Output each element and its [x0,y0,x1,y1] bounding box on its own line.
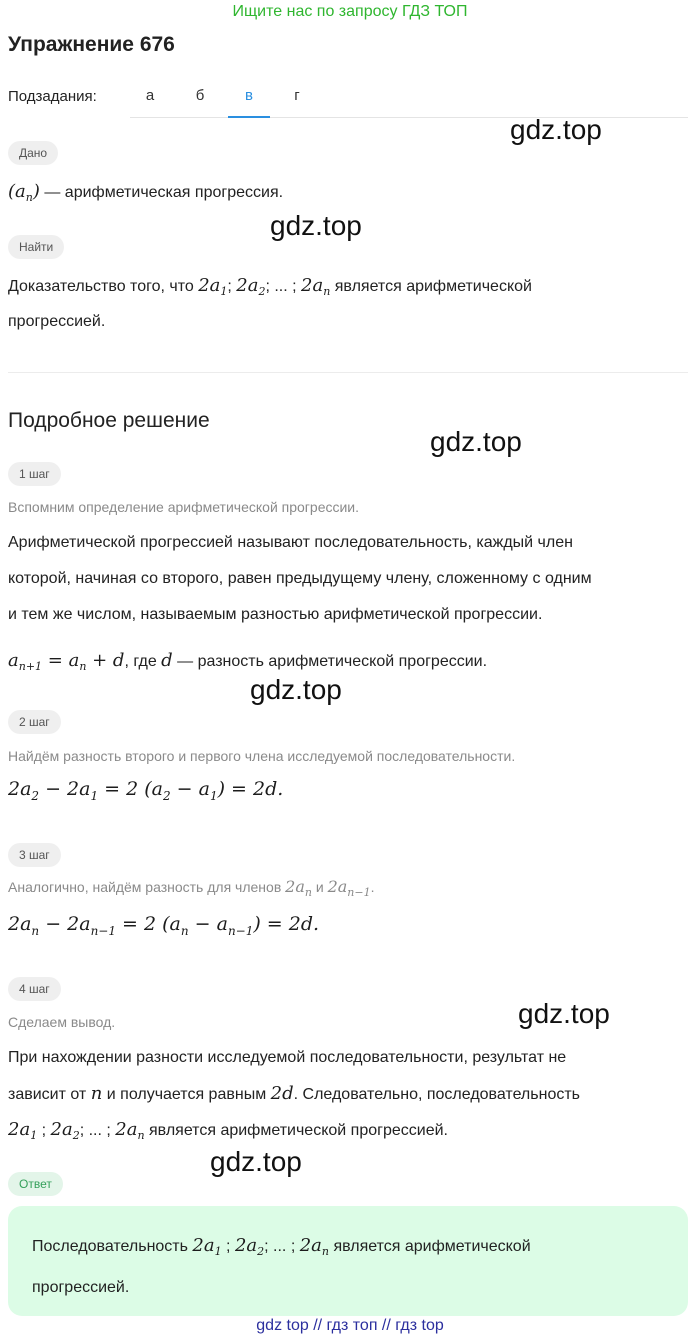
watermark: gdz.top [518,998,610,1029]
find-text-line2: прогрессией. [8,313,106,330]
watermark: gdz.top [430,426,522,457]
footer-links[interactable]: gdz top // гдз топ // гдз top [256,1317,444,1334]
subtasks-bar [8,80,688,118]
subtasks-label: Подзадания: [8,88,97,105]
step-2-formula: $2a_2 - 2a_1 = 2$ $(a_2 - a_1) = 2d$. [8,778,284,803]
watermark: gdz.top [270,210,362,241]
step-2-chip: 2 шаг [8,710,61,734]
tab-v[interactable]: в [228,80,270,118]
step-3-chip: 3 шаг [8,843,61,867]
watermark: gdz.top [250,674,342,705]
step-1-hint: Вспомним определение арифметической прогрессии. [8,499,360,515]
step-4-line2: зависит от n и получается равным 2d. Следовательно, последовательность [8,1083,580,1104]
step-4-line3: $2a_1$ ; $2a_2$; ... ; $2a_n$ является арифметической прогрессией. [8,1119,448,1142]
step-4-line1: При нахождении разности исследуемой последовательности, результат не [8,1049,567,1066]
step-1-chip: 1 шаг [8,462,61,486]
step-3-hint: Аналогично, найдём разность для членов $2a_n$ и $2a_{n-1}$. [8,877,375,899]
answer-box [8,1206,688,1316]
find-chip: Найти [8,235,64,259]
step-2-hint: Найдём разность второго и первого члена исследуемой последовательности. [8,748,516,764]
step-1-formula: $a_{n+1} = a_n + d$, где d — разность арифметической прогрессии. [8,650,488,673]
answer-chip: Ответ [8,1172,63,1196]
section-divider [8,372,688,373]
given-chip: Дано [8,141,58,165]
watermark: gdz.top [510,114,602,145]
step-3-formula: $2a_n - 2a_{n-1} = 2$ $(a_n - a_{n-1}) = 2d$. [8,913,320,938]
tab-g[interactable]: г [294,87,300,104]
search-hint-banner: Ищите нас по запросу ГДЗ ТОП [232,3,468,20]
watermark: gdz.top [210,1146,302,1177]
step-1-line2: которой, начиная со второго, равен предыдущему члену, сложенному с одним [8,570,592,587]
step-1-line3: и тем же числом, называемым разностью арифметической прогрессии. [8,606,543,623]
solution-title: Подробное решение [8,409,210,432]
step-1-line1: Арифметической прогрессией называют последовательность, каждый член [8,534,573,551]
step-4-chip: 4 шаг [8,977,61,1001]
answer-text: Последовательность $2a_1$ ; $2a_2$; ... ; $2a_n$ является арифметической прогрессией. [32,1235,531,1296]
page-title: Упражнение 676 [8,33,175,56]
tab-a[interactable]: а [145,87,155,104]
tab-b[interactable]: б [195,87,205,104]
given-text: $(a_n)$ — арифметическая прогрессия. [8,181,284,204]
step-4-hint: Сделаем вывод. [8,1014,116,1030]
find-text-line1: Доказательство того, что $2a_1$; $2a_2$; ... ; $2a_n$ является арифметической [8,275,532,298]
